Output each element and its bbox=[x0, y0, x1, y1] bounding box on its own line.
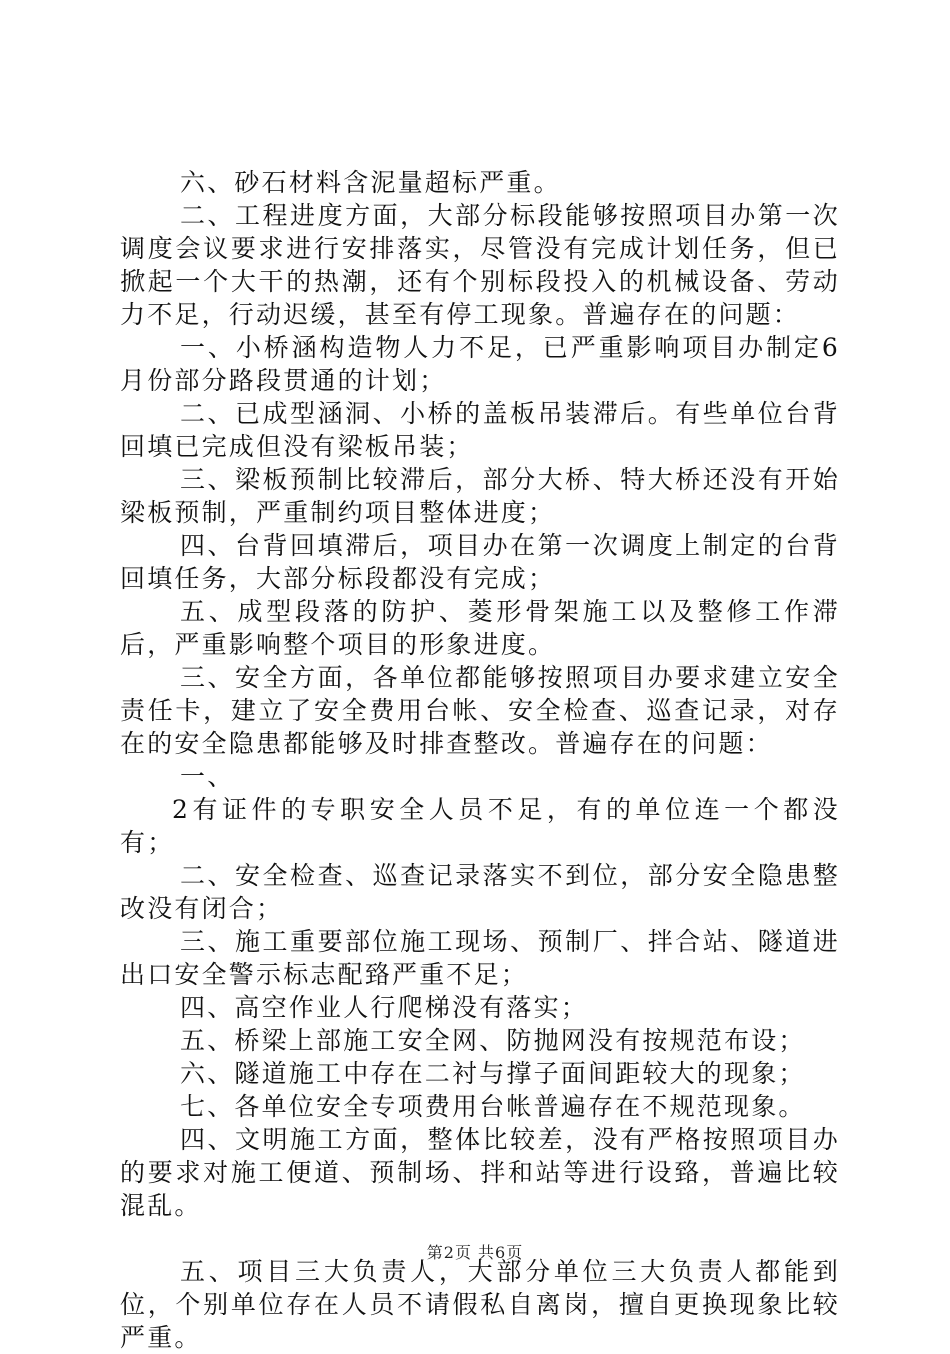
paragraph-safety-section: 三、安全方面，各单位都能够按照项目办要求建立安全责任卡，建立了安全费用台帐、安全检查、巡查记录，对存在的安全隐患都能够及时排查整改。普遍存在的问题： bbox=[120, 663, 840, 758]
paragraph-safety-item-6: 六、隧道施工中存在二衬与撑子面间距较大的现象； bbox=[180, 1059, 806, 1088]
paragraph-safety-item-5: 五、桥梁上部施工安全网、防抛网没有按规范布设； bbox=[180, 1026, 806, 1055]
paragraph-safety-item-2: 二、安全检查、巡查记录落实不到位，部分安全隐患整改没有闭合； bbox=[120, 861, 840, 923]
paragraph-progress-item-4: 四、台背回填滞后，项目办在第一次调度上制定的台背回填任务，大部分标段都没有完成； bbox=[120, 531, 840, 593]
paragraph-civilized-construction: 四、文明施工方面，整体比较差，没有严格按照项目办的要求对施工便道、预制场、拌和站等进行设臵，普遍比较混乱。 bbox=[120, 1125, 840, 1220]
paragraph-safety-item-3: 三、施工重要部位施工现场、预制厂、拌合站、隧道进出口安全警示标志配臵严重不足； bbox=[120, 927, 840, 989]
paragraph-progress-item-3: 三、梁板预制比较滞后，部分大桥、特大桥还没有开始梁板预制，严重制约项目整体进度； bbox=[120, 465, 840, 527]
paragraph-safety-item-1: 2有证件的专职安全人员不足，有的单位连一个都没有； bbox=[120, 795, 840, 857]
document-body bbox=[120, 166, 840, 1354]
page-number-footer: 第2页 共6页 bbox=[426, 1243, 524, 1262]
paragraph-6-sand-gravel: 六、砂石材料含泥量超标严重。 bbox=[180, 168, 561, 197]
paragraph-safety-item-4: 四、高空作业人行爬梯没有落实； bbox=[180, 993, 589, 1022]
paragraph-safety-item-7: 七、各单位安全专项费用台帐普遍存在不规范现象。 bbox=[180, 1092, 806, 1121]
paragraph-progress-item-1: 一、小桥涵构造物人力不足，已严重影响项目办制定6月份部分路段贯通的计划； bbox=[120, 333, 840, 395]
paragraph-three-leaders: 五、项目三大负责人，大部分单位三大负责人都能到位，个别单位存在人员不请假私自离岗，擅自更换现象比较严重。 bbox=[120, 1257, 840, 1352]
paragraph-progress-section: 二、工程进度方面，大部分标段能够按照项目办第一次调度会议要求进行安排落实，尽管没有完成计划任务，但已掀起一个大干的热潮，还有个别标段投入的机械设备、劳动力不足，行动迟缓，甚至有停工现象。普遍存在的问题： bbox=[120, 201, 840, 329]
paragraph-progress-item-2: 二、已成型涵洞、小桥的盖板吊装滞后。有些单位台背回填已完成但没有梁板吊装； bbox=[120, 399, 840, 461]
paragraph-progress-item-5: 五、成型段落的防护、菱形骨架施工以及整修工作滞后，严重影响整个项目的形象进度。 bbox=[120, 597, 840, 659]
paragraph-safety-item-1-heading: 一、 bbox=[180, 762, 235, 791]
